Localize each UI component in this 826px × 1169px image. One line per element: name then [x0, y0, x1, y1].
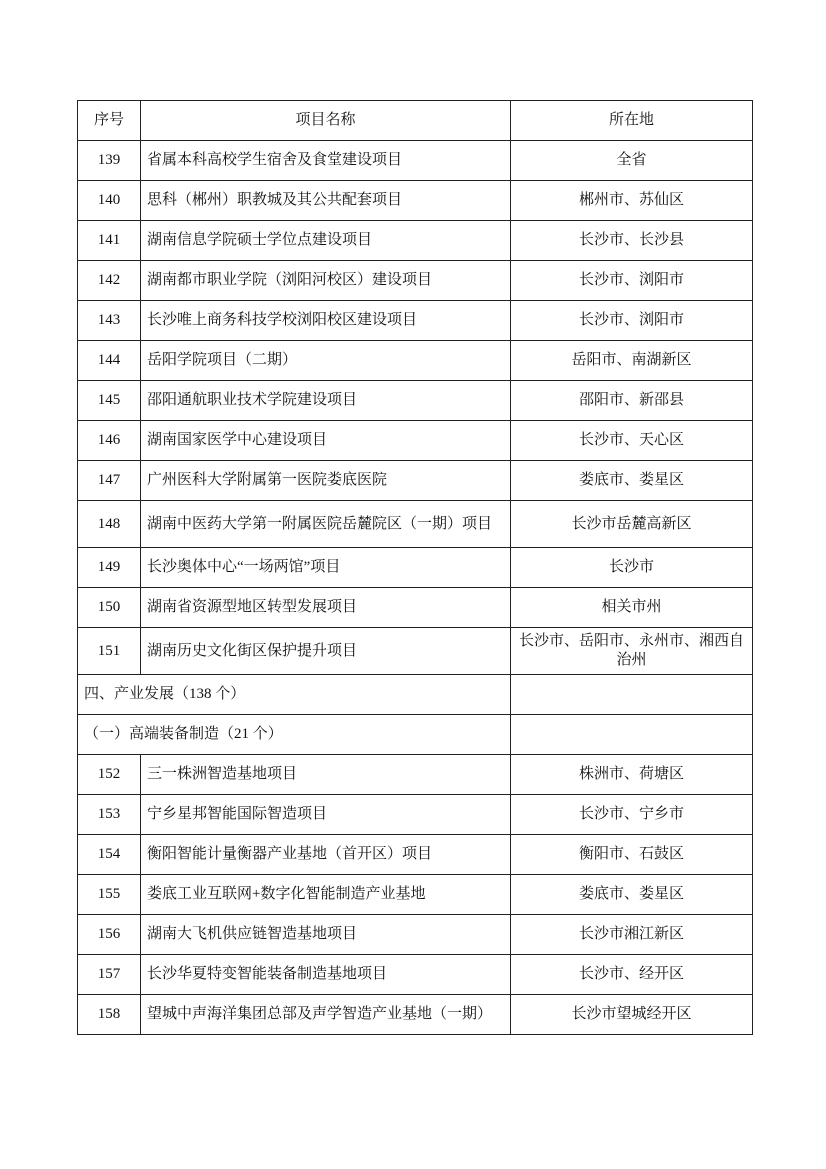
row-location: 长沙市、经开区 [511, 955, 753, 995]
row-index: 139 [78, 141, 141, 181]
table-row [78, 548, 753, 588]
row-location: 长沙市、浏阳市 [511, 261, 753, 301]
table-row [78, 795, 753, 835]
table-row [78, 915, 753, 955]
row-location: 相关市州 [511, 588, 753, 628]
row-index: 140 [78, 181, 141, 221]
table-row [78, 181, 753, 221]
table-row [78, 381, 753, 421]
table-row [78, 421, 753, 461]
row-index: 143 [78, 301, 141, 341]
row-location: 长沙市、天心区 [511, 421, 753, 461]
row-index: 154 [78, 835, 141, 875]
header-location: 所在地 [511, 101, 753, 141]
section-rows [78, 675, 753, 755]
row-project-name: 湖南大飞机供应链智造基地项目 [141, 915, 511, 955]
row-location: 郴州市、苏仙区 [511, 181, 753, 221]
table-row [78, 955, 753, 995]
row-index: 146 [78, 421, 141, 461]
table-row [78, 588, 753, 628]
row-index: 155 [78, 875, 141, 915]
header-index: 序号 [78, 101, 141, 141]
row-project-name: 湖南历史文化街区保护提升项目 [141, 628, 511, 675]
row-project-name: 湖南省资源型地区转型发展项目 [141, 588, 511, 628]
row-project-name: 湖南中医药大学第一附属医院岳麓院区（一期）项目 [141, 501, 511, 548]
subsection-title: （一）高端装备制造（21 个） [78, 715, 511, 755]
row-location: 娄底市、娄星区 [511, 875, 753, 915]
row-index: 158 [78, 995, 141, 1035]
row-index: 142 [78, 261, 141, 301]
table-row [78, 835, 753, 875]
row-project-name: 岳阳学院项目（二期） [141, 341, 511, 381]
section-title: 四、产业发展（138 个） [78, 675, 511, 715]
row-project-name: 省属本科高校学生宿舍及食堂建设项目 [141, 141, 511, 181]
row-project-name: 望城中声海洋集团总部及声学智造产业基地（一期） [141, 995, 511, 1035]
row-project-name: 衡阳智能计量衡器产业基地（首开区）项目 [141, 835, 511, 875]
row-index: 157 [78, 955, 141, 995]
table-row [78, 141, 753, 181]
row-project-name: 三一株洲智造基地项目 [141, 755, 511, 795]
row-location: 长沙市望城经开区 [511, 995, 753, 1035]
row-project-name: 邵阳通航职业技术学院建设项目 [141, 381, 511, 421]
table-row [78, 875, 753, 915]
row-location: 株洲市、荷塘区 [511, 755, 753, 795]
row-project-name: 长沙奥体中心“一场两馆”项目 [141, 548, 511, 588]
row-project-name: 长沙华夏特变智能装备制造基地项目 [141, 955, 511, 995]
subsection-empty-cell [511, 715, 753, 755]
row-index: 144 [78, 341, 141, 381]
row-index: 150 [78, 588, 141, 628]
row-location: 长沙市湘江新区 [511, 915, 753, 955]
row-location: 娄底市、娄星区 [511, 461, 753, 501]
row-index: 145 [78, 381, 141, 421]
row-index: 152 [78, 755, 141, 795]
row-location: 长沙市、宁乡市 [511, 795, 753, 835]
row-project-name: 广州医科大学附属第一医院娄底医院 [141, 461, 511, 501]
row-index: 147 [78, 461, 141, 501]
row-index: 153 [78, 795, 141, 835]
table-body-part-2 [78, 755, 753, 1035]
row-project-name: 湖南都市职业学院（浏阳河校区）建设项目 [141, 261, 511, 301]
section-row [78, 675, 753, 715]
row-project-name: 思科（郴州）职教城及其公共配套项目 [141, 181, 511, 221]
table-header-row [78, 101, 753, 141]
header-project-name: 项目名称 [141, 101, 511, 141]
table-row [78, 628, 753, 675]
row-location: 长沙市岳麓高新区 [511, 501, 753, 548]
row-location: 长沙市、岳阳市、永州市、湘西自治州 [511, 628, 753, 675]
table-row [78, 221, 753, 261]
row-index: 156 [78, 915, 141, 955]
table-row [78, 461, 753, 501]
row-location: 邵阳市、新邵县 [511, 381, 753, 421]
table-row [78, 341, 753, 381]
row-location: 长沙市 [511, 548, 753, 588]
table-body-part-1 [78, 141, 753, 675]
row-index: 148 [78, 501, 141, 548]
row-project-name: 娄底工业互联网+数字化智能制造产业基地 [141, 875, 511, 915]
row-index: 149 [78, 548, 141, 588]
row-project-name: 长沙唯上商务科技学校浏阳校区建设项目 [141, 301, 511, 341]
project-table [77, 100, 753, 1035]
table-row [78, 501, 753, 548]
row-project-name: 湖南信息学院硕士学位点建设项目 [141, 221, 511, 261]
row-location: 长沙市、长沙县 [511, 221, 753, 261]
table-row [78, 755, 753, 795]
row-project-name: 宁乡星邦智能国际智造项目 [141, 795, 511, 835]
subsection-row [78, 715, 753, 755]
row-location: 岳阳市、南湖新区 [511, 341, 753, 381]
row-project-name: 湖南国家医学中心建设项目 [141, 421, 511, 461]
row-location: 全省 [511, 141, 753, 181]
row-index: 151 [78, 628, 141, 675]
row-location: 长沙市、浏阳市 [511, 301, 753, 341]
table-row [78, 261, 753, 301]
row-location: 衡阳市、石鼓区 [511, 835, 753, 875]
section-empty-cell [511, 675, 753, 715]
table-row [78, 301, 753, 341]
row-index: 141 [78, 221, 141, 261]
table-row [78, 995, 753, 1035]
